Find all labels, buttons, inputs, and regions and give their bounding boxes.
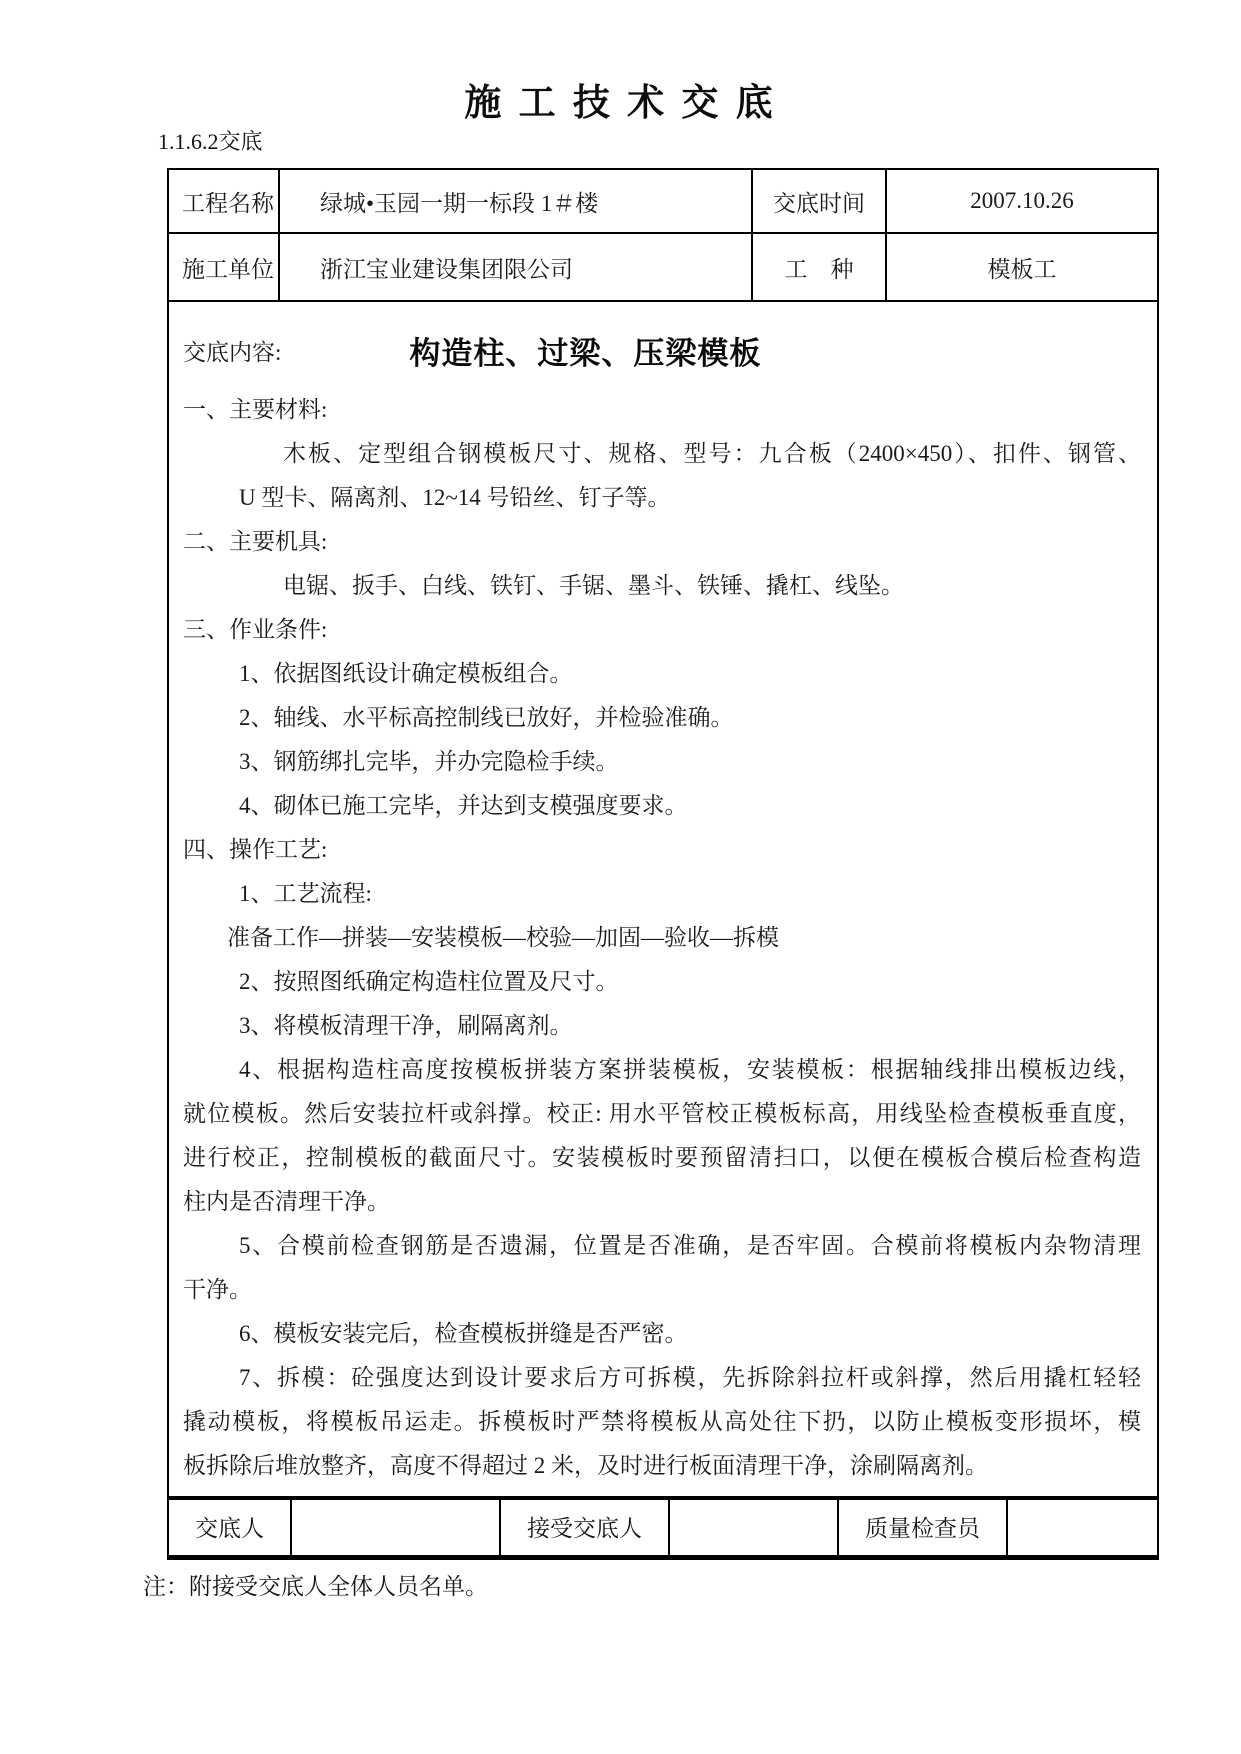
- disclosure-content-cell: [168, 301, 1158, 1499]
- table-row-content: [168, 301, 1158, 1499]
- construction-unit-value: 浙江宝业建设集团限公司: [279, 233, 752, 301]
- content-line: 电锯、扳手、白线、铁钉、手锯、墨斗、铁锤、撬杠、线坠。: [283, 573, 904, 598]
- content-line: 就位模板。然后安装拉杆或斜撑。校正: 用水平管校正模板标高，用线坠检查模板垂直度，: [183, 1101, 1141, 1126]
- signature-row: [168, 1497, 1158, 1557]
- disclosure-time-value: 2007.10.26: [886, 169, 1158, 233]
- receiver-label: 接受交底人: [500, 1497, 669, 1557]
- content-line: 撬动模板，将模板吊运走。拆模板时严禁将模板从高处往下扔，以防止模板变形损坏，模: [183, 1409, 1141, 1434]
- construction-unit-label: 施工单位: [168, 233, 279, 301]
- info-table: [167, 168, 1159, 1500]
- discloser-signature-cell[interactable]: [291, 1497, 500, 1557]
- trade-label: 工 种: [752, 233, 886, 301]
- content-heading-row: [183, 322, 1143, 378]
- content-line: 进行校正，控制模板的截面尺寸。安装模板时要预留清扫口，以便在模板合模后检查构造: [183, 1145, 1141, 1170]
- discloser-label: 交底人: [168, 1497, 291, 1557]
- content-line: 柱内是否清理干净。: [183, 1189, 390, 1214]
- content-line: 干净。: [183, 1277, 252, 1302]
- content-line: 木板、定型组合钢模板尺寸、规格、型号：九合板（2400×450）、扣件、钢管、: [283, 441, 1141, 466]
- project-name-label: 工程名称: [168, 169, 279, 233]
- document-section-number: 1.1.6.2交底: [158, 129, 263, 154]
- content-line: 6、模板安装完后，检查模板拼缝是否严密。: [239, 1321, 688, 1346]
- content-line: 板拆除后堆放整齐，高度不得超过 2 米，及时进行板面清理干净，涂刷隔离剂。: [183, 1453, 988, 1478]
- content-line: 5、合模前检查钢筋是否遗漏，位置是否准确，是否牢固。合模前将模板内杂物清理: [239, 1233, 1141, 1258]
- content-line: U 型卡、隔离剂、12~14 号铅丝、钉子等。: [239, 485, 671, 510]
- content-line: 3、钢筋绑扎完毕，并办完隐检手续。: [239, 749, 619, 774]
- quality-inspector-label: 质量检查员: [838, 1497, 1007, 1557]
- quality-inspector-signature-cell[interactable]: [1007, 1497, 1158, 1557]
- trade-value: 模板工: [886, 233, 1158, 301]
- content-heading: 构造柱、过梁、压梁模板: [409, 335, 762, 371]
- content-line: 1、依据图纸设计确定模板组合。: [239, 661, 573, 686]
- content-line: 2、轴线、水平标高控制线已放好，并检验准确。: [239, 705, 734, 730]
- content-line: 4、根据构造柱高度按模板拼装方案拼装模板，安装模板：根据轴线排出模板边线，: [239, 1057, 1141, 1082]
- disclosure-time-label: 交底时间: [752, 169, 886, 233]
- content-line: 一、主要材料:: [183, 397, 328, 422]
- project-name-value: 绿城•玉园一期一标段 1＃楼: [279, 169, 752, 233]
- content-line: 4、砌体已施工完毕，并达到支模强度要求。: [239, 793, 688, 818]
- signature-table: [167, 1496, 1159, 1560]
- content-line: 1、工艺流程:: [239, 881, 372, 906]
- content-line: 三、作业条件:: [183, 617, 328, 642]
- document-title: 施 工 技 术 交 底: [464, 83, 777, 124]
- content-line: 3、将模板清理干净，刷隔离剂。: [239, 1013, 573, 1038]
- content-line: 四、操作工艺:: [183, 837, 328, 862]
- content-label: 交底内容:: [183, 339, 282, 365]
- table-row: [168, 233, 1158, 301]
- content-line: 准备工作—拼装—安装模板—校验—加固—验收—拆模: [227, 925, 779, 950]
- content-body: [183, 388, 1143, 1488]
- content-line: 二、主要机具:: [183, 529, 328, 554]
- receiver-signature-cell[interactable]: [669, 1497, 838, 1557]
- table-row: [168, 169, 1158, 233]
- document-footnote: 注：附接受交底人全体人员名单。: [143, 1574, 488, 1599]
- content-line: 7、拆模：砼强度达到设计要求后方可拆模，先拆除斜拉杆或斜撑，然后用撬杠轻轻: [239, 1365, 1141, 1390]
- content-line: 2、按照图纸确定构造柱位置及尺寸。: [239, 969, 619, 994]
